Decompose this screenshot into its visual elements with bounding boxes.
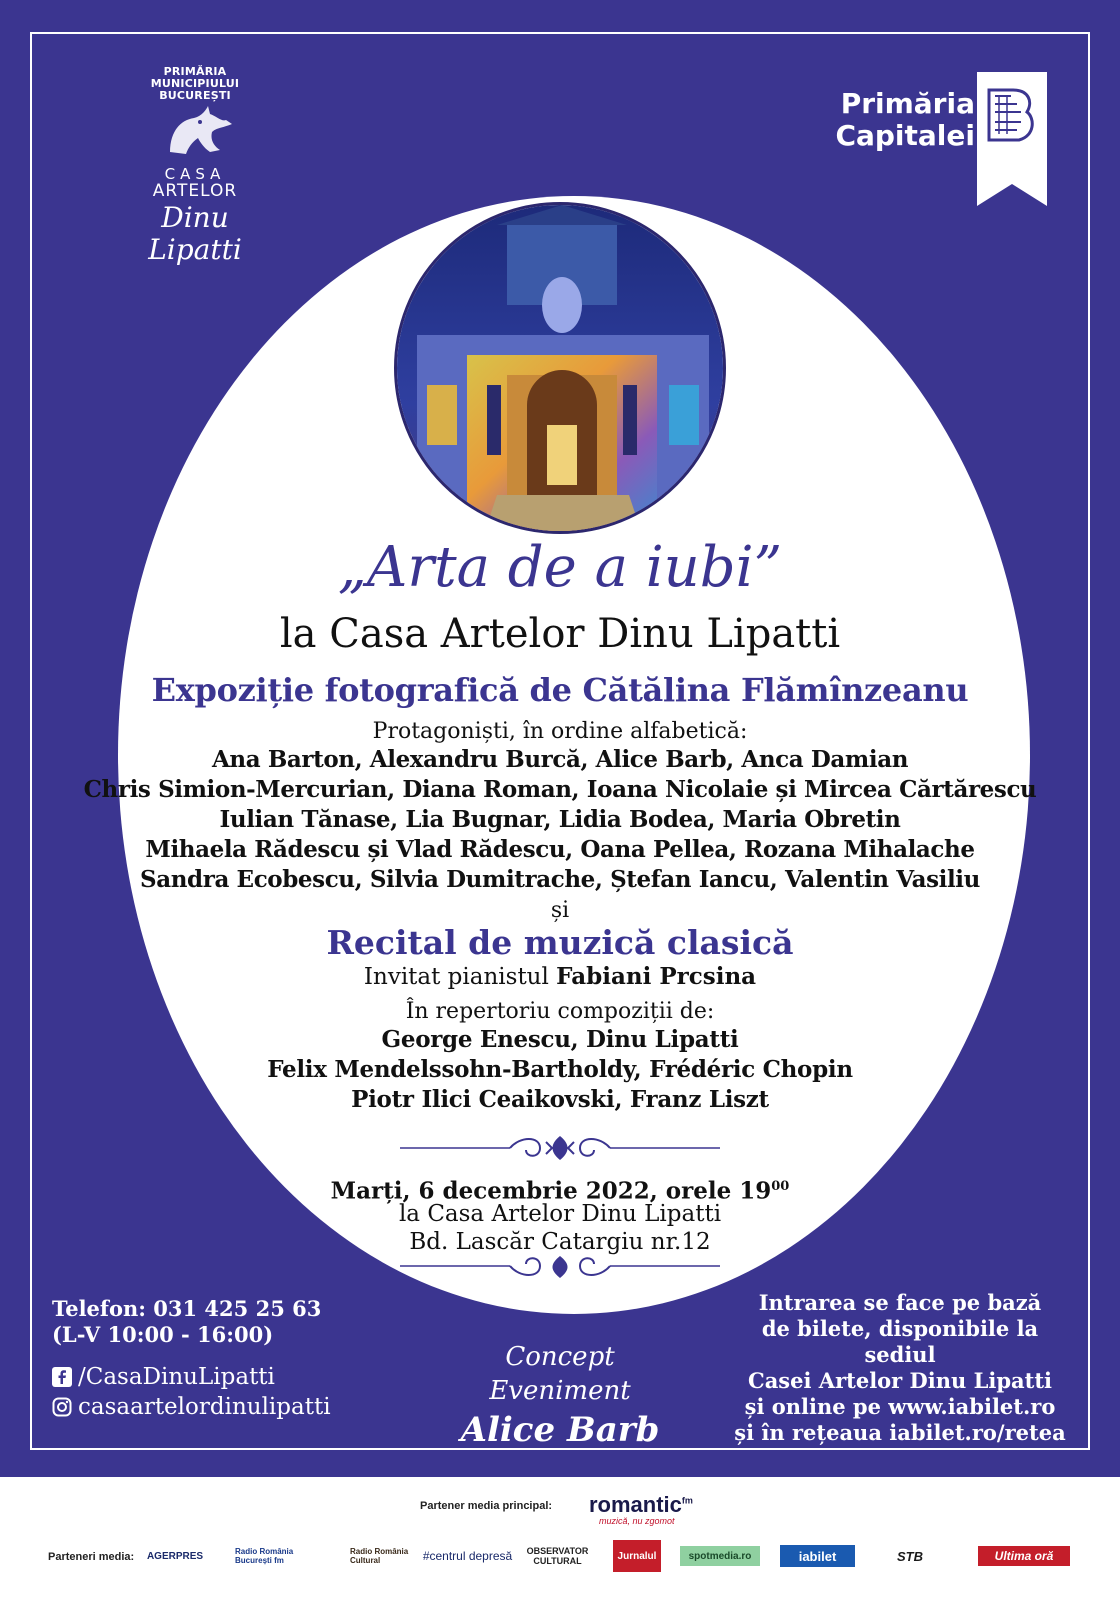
facebook-icon [52, 1367, 72, 1387]
concept-name: Alice Barb [460, 1410, 660, 1450]
protagonists-heading: Protagoniști, în ordine alfabetică: [372, 719, 748, 744]
building-photo [394, 202, 726, 534]
social-links [52, 1362, 331, 1422]
main-partner-label: Partener media principal: [420, 1500, 553, 1512]
composers-list [0, 1025, 1120, 1115]
logo-org-line1: PRIMĂRIA [163, 65, 227, 78]
ornament-divider-bottom [400, 1248, 720, 1284]
contact-info [52, 1296, 321, 1348]
romantic-tagline: muzică, nu zgomot [599, 1516, 675, 1526]
exhibition-title: Expoziție fotografică de Cătălina Flămînzeanu [151, 671, 969, 709]
event-title: „Arta de a iubi” [337, 535, 783, 600]
centrul-de-presa-logo: #centrul depresă [422, 1549, 513, 1563]
pc-line2: Capitalei [835, 119, 975, 152]
invited-name: Fabiani Prcsina [556, 963, 757, 990]
hours-text: (L-V 10:00 - 16:00) [52, 1322, 274, 1347]
composers-line: George Enescu, Dinu Lipatti [381, 1026, 739, 1053]
protagonists-line: Mihaela Rădescu și Vlad Rădescu, Oana Pellea, Rozana Mihalache [145, 836, 975, 863]
tickets-line: și în rețeaua iabilet.ro/retea [734, 1420, 1066, 1445]
pc-line1: Primăria [840, 87, 975, 120]
jurnalul-logo: Jurnalul [613, 1540, 661, 1572]
logo-signature: Dinu Lipatti [148, 201, 242, 266]
facebook-handle: /CasaDinuLipatti [78, 1364, 275, 1390]
recital-title: Recital de muzică clasică [326, 923, 794, 962]
stb-logo: STB [897, 1548, 923, 1564]
spotmedia-logo: spotmedia.ro [680, 1546, 760, 1566]
protagonists-line: Chris Simion-Mercurian, Diana Roman, Ioana Nicolaie și Mircea Cărtărescu [83, 776, 1037, 803]
composers-line: Piotr Ilici Ceaikovski, Franz Liszt [351, 1086, 769, 1113]
logo-artelor: ARTELOR [152, 181, 238, 201]
unicorn-icon [150, 102, 240, 158]
logo-casa: CASA [164, 165, 226, 183]
event-address: Bd. Lascăr Catargiu nr.12 [409, 1229, 711, 1255]
logo-org-line2: MUNICIPIULUI [150, 77, 240, 90]
facebook-link[interactable] [52, 1362, 331, 1392]
instagram-icon [52, 1397, 72, 1417]
event-subtitle: la Casa Artelor Dinu Lipatti [279, 611, 841, 657]
protagonists-list [0, 745, 1120, 895]
instagram-handle: casaartelordinulipatti [78, 1394, 331, 1420]
phone-text: Telefon: 031 425 25 63 [52, 1296, 322, 1321]
invited-pianist [0, 962, 1120, 992]
romantic-suffix: fm [681, 1495, 693, 1506]
ornament-divider-top [400, 1130, 720, 1166]
protagonists-line: Sandra Ecobescu, Silvia Dumitrache, Ștefan Iancu, Valentin Vasiliu [140, 866, 980, 893]
romantic-fm-logo [589, 1492, 693, 1518]
event-venue: la Casa Artelor Dinu Lipatti [398, 1201, 722, 1227]
media-partners-label: Parteneri media: [48, 1551, 135, 1563]
instagram-link[interactable] [52, 1392, 331, 1422]
protagonists-line: Ana Barton, Alexandru Burcă, Alice Barb, Anca Damian [211, 746, 909, 773]
concept-credit [440, 1340, 680, 1452]
agerpres-logo: AGERPRES [146, 1550, 204, 1562]
iabilet-logo: iabilet [780, 1545, 855, 1567]
and-connector: și [550, 898, 570, 923]
tickets-info [730, 1290, 1070, 1446]
tickets-line: Casei Artelor Dinu Lipatti [747, 1368, 1053, 1393]
primaria-capitalei-badge-icon [977, 72, 1047, 206]
event-date-text: Marți, 6 decembrie 2022, orele 19 [330, 1177, 772, 1205]
romantic-name: romantic [589, 1492, 682, 1517]
ultima-ora-logo: Ultima oră [978, 1546, 1070, 1566]
repertoire-heading: În repertoriu compoziții de: [405, 999, 715, 1024]
composers-line: Felix Mendelssohn-Bartholdy, Frédéric Chopin [267, 1056, 853, 1083]
primaria-capitalei-logo-text [800, 88, 975, 152]
casa-artelor-logo [120, 66, 270, 266]
tickets-line: și online pe www.iabilet.ro [744, 1394, 1056, 1419]
observator-cultural-logo: OBSERVATOR CULTURAL [526, 1546, 589, 1566]
radio-romania-cultural-logo: Radio România Cultural [350, 1547, 409, 1565]
tickets-line: de bilete, disponibile la sediul [761, 1316, 1039, 1367]
event-time-sup: 00 [771, 1179, 790, 1194]
concept-label: Concept Eveniment [489, 1342, 631, 1406]
protagonists-line: Iulian Tănase, Lia Bugnar, Lidia Bodea, Maria Obretin [219, 806, 901, 833]
radio-romania-bucuresti-logo: Radio România București fm [235, 1547, 294, 1565]
tickets-line: Intrarea se face pe bază [758, 1290, 1042, 1315]
logo-org-line3: BUCUREȘTI [159, 89, 231, 102]
invited-prefix: Invitat pianistul [363, 964, 549, 990]
